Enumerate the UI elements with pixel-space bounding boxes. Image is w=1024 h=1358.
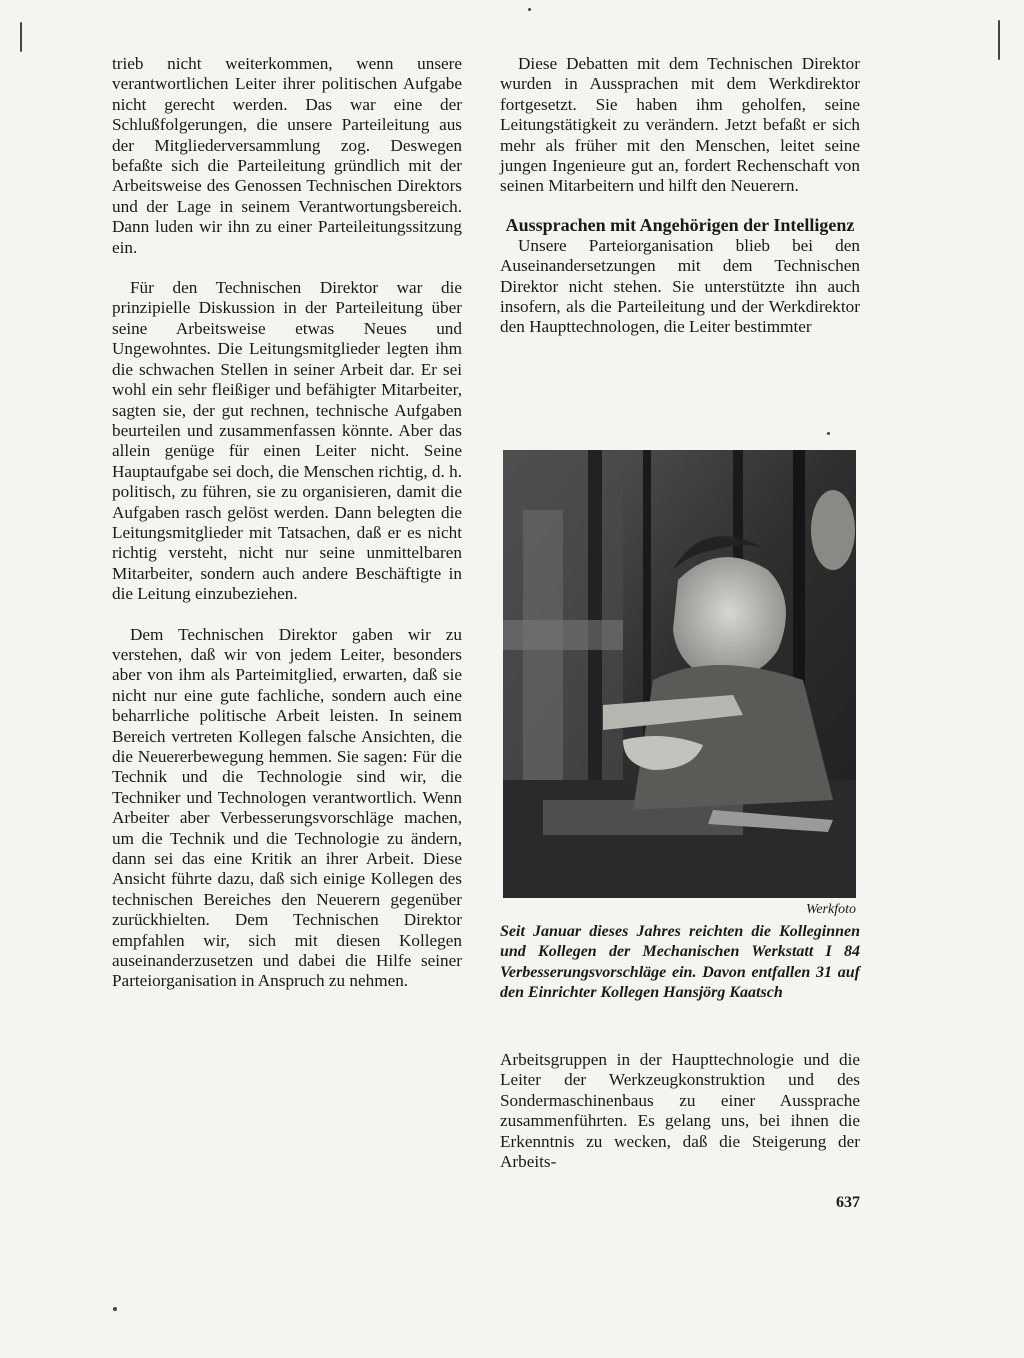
right-column-continued: [500, 1050, 860, 1172]
left-paragraph-3: Dem Technischen Direktor gaben wir zu verstehen, daß wir von jedem Leiter, besonders aber von ihm als Parteimitglied, erwarten, daß sie nicht nur eine gute fachliche, sondern auch eine beharrliche politische Arbeit leisten. In seinem Bereich vertreten Kollegen falsche Ansichten, die die Neuererbewegung hemmen. Sie sagen: Für die Technik und die Technologie sind wir, die Techniker und Technologen verantwortlich. Wenn Arbeiter aber Verbesserungsvorschläge machen, um die Technik und die Technologie zu ändern, dann sei das eine Kritik an ihrer Arbeit. Diese Ansicht führte dazu, daß sich einige Kollegen des technischen Bereiches den Neuerern gegenüber zurückhielten. Dem Technischen Direktor empfahlen wir, sich mit diesen Kollegen auseinanderzusetzen und dabei die Hilfe seiner Parteiorganisation in Anspruch zu nehmen.: [112, 624, 462, 991]
right-paragraph-2: Unsere Parteiorganisation blieb bei den Auseinandersetzungen mit dem Technischen Direktor nicht stehen. Sie unterstützte ihn auch insofern, als die Parteileitung und der Werkdirektor den Haupttechnologen, die Leiter bestimmter: [500, 235, 860, 337]
right-paragraph-1: Diese Debatten mit dem Technischen Direktor wurden in Aussprachen mit dem Werkdirektor fortgesetzt. Sie haben ihm geholfen, seine Leitungstätigkeit zu verändern. Jetzt befaßt er sich mehr als früher mit den Menschen, leitet seine jungen Ingenieure gut an, fordert Rechenschaft von seinen Mitarbeitern und hilft den Neuerern.: [500, 54, 860, 196]
left-paragraph-2: Für den Technischen Direktor war die prinzipielle Diskussion in der Parteileitung über seine Arbeitsweise etwas Neues und Ungewohntes. Die Leitungsmitglieder legten ihm die schwachen Stellen in seiner Arbeit dar. Er sei wohl ein sehr fleißiger und befähigter Mitarbeiter, sagten sie, der gut rechnen, technische Aufgaben beurteilen und zusammenfassen könnte. Aber das allein genüge für einen Leiter nicht. Seine Hauptaufgabe sei doch, die Menschen richtig, d. h. politisch, zu führen, sie zu organisieren, damit die Aufgaben rasch gelöst werden. Dann belegten die Leitungsmitglieder mit Tatsachen, daß er es nicht richtig versteht, nicht nur seine unmittelbaren Mitarbeiter, sondern auch andere Beschäftigte in die Leitung einzubeziehen.: [112, 278, 462, 604]
left-column: [112, 54, 462, 992]
workshop-photo-image: [503, 450, 856, 898]
page-number: 637: [836, 1194, 860, 1211]
section-subheading: Aussprachen mit Angehörigen der Intelligenz: [505, 214, 855, 235]
photo-caption: Seit Januar dieses Jahres reichten die Kolleginnen und Kollegen der Mechanischen Werkstatt I 84 Verbesserungsvorschläge ein. Davon entfallen 31 auf den Einrichter Kollegen Hansjörg Kaatsch: [500, 923, 860, 1002]
scan-speck: [827, 432, 830, 435]
right-column: [500, 54, 860, 338]
scan-speck: [528, 8, 531, 11]
scan-mark: [998, 20, 1000, 60]
scan-mark: [20, 22, 22, 52]
photo-credit: Werkfoto: [805, 902, 856, 917]
workshop-photo: [503, 450, 856, 898]
scan-speck: [113, 1307, 117, 1311]
right-paragraph-3: Arbeitsgruppen in der Haupttechnologie und die Leiter der Werkzeugkonstruktion und des Sondermaschinenbaus zu einer Aussprache zusammenführten. Es gelang uns, bei ihnen die Erkenntnis zu wecken, daß die Steigerung der Arbeits-: [500, 1050, 860, 1172]
left-paragraph-1: trieb nicht weiterkommen, wenn unsere verantwortlichen Leiter ihrer politischen Aufgabe nicht gerecht werden. Das war eine der Schlußfolgerungen, die unsere Parteileitung aus der Mitgliederversammlung zog. Deswegen befaßte sich die Parteileitung gründlich mit der Arbeitsweise des Genossen Technischen Direktors und der Lage in seinem Verantwortungsbereich. Dann luden wir ihn zu einer Parteileitungssitzung ein.: [112, 54, 462, 257]
